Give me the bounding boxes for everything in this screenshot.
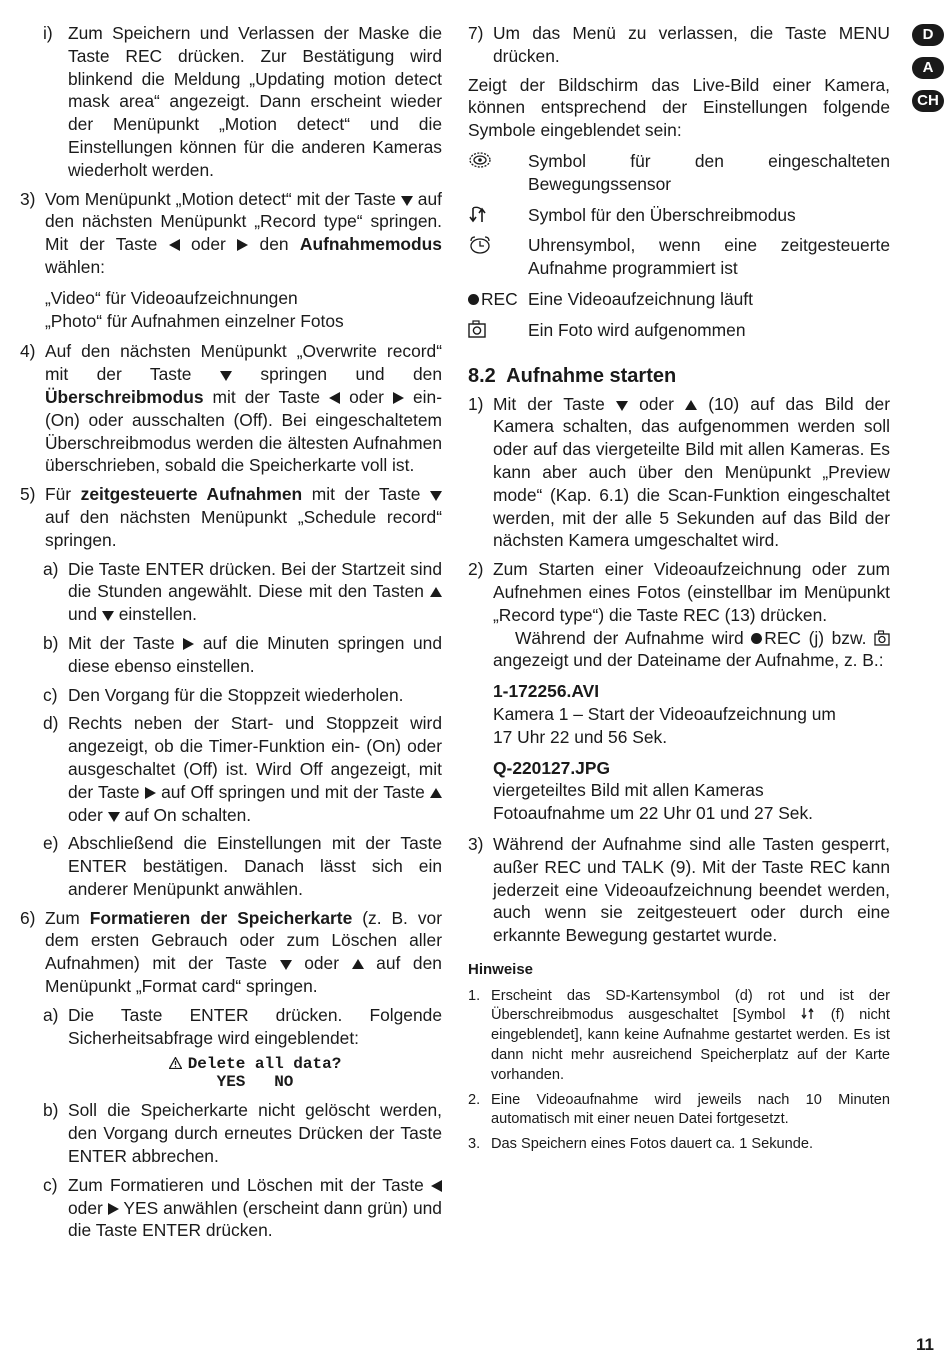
- step-text: Für: [45, 484, 72, 505]
- step-text: Den Vorgang für die Stoppzeit wiederholen.: [68, 684, 404, 705]
- note-num: 2.: [468, 1091, 481, 1108]
- step-text: Zum Formatieren und Löschen mit der Taste: [68, 1174, 424, 1195]
- step-num: 7): [468, 23, 484, 43]
- arrow-up-icon: [430, 788, 442, 799]
- step-num: a): [43, 558, 59, 579]
- rec-dot-icon: [751, 633, 762, 644]
- right-column: [468, 22, 890, 1160]
- step-5b: [20, 632, 442, 678]
- step-4: [20, 340, 442, 477]
- step-num: b): [43, 1100, 59, 1121]
- arrow-down-icon: [616, 400, 628, 411]
- step-text: auf den Menüpunkt „Format card“ springen.: [45, 953, 442, 997]
- arrow-up-icon: [430, 587, 442, 598]
- language-tab-d: D: [912, 24, 944, 46]
- step-text: mit der Taste: [311, 484, 421, 505]
- step-6b: [20, 1099, 442, 1167]
- filename-desc: Kamera 1 – Start der Videoaufzeichnung um: [493, 703, 836, 724]
- symbol-text: Symbol für den Überschreibmodus: [528, 204, 796, 225]
- step-bold: zeitgesteuerte Aufnahmen: [80, 484, 303, 505]
- step-text: ein- (On) oder ausschalten (Off). Bei eingeschaltetem Überschreibmodus werden die ältesten Aufnahmen überschrieben, sobald die Speicherkarte voll ist.: [45, 386, 442, 476]
- step-5d: [20, 712, 442, 826]
- step-bold: Aufnahmemodus: [299, 234, 442, 255]
- step-r3: [468, 833, 890, 947]
- step-text: Zum Starten einer Videoaufzeichnung oder zum Aufnehmen eines Fotos (einstellbar im Menüpunkt „Record type“) die Taste REC (13) drücken.: [493, 559, 890, 625]
- step-text: (z. B. vor dem ersten Gebrauch oder zum Löschen aller Aufnahmen) mit der Taste: [45, 907, 442, 974]
- step-num: 6): [20, 907, 36, 928]
- step-num: c): [43, 684, 58, 705]
- arrow-left-icon: [431, 1180, 442, 1192]
- motion-sensor-icon: [468, 150, 528, 169]
- step-text: Abschließend die Einstellungen mit der Taste ENTER bestätigen. Danach lässt sich ein anderer Menüpunkt anwählen.: [68, 833, 442, 899]
- step-text: Die Taste ENTER drücken. Folgende Sicherheitsabfrage wird eingeblendet:: [68, 1004, 442, 1048]
- step-text: auf die Minuten springen und diese ebenso einstellen.: [68, 632, 442, 676]
- note-3: [468, 1135, 890, 1155]
- step-text: REC (j) bzw.: [764, 627, 867, 648]
- step-5: [20, 483, 442, 551]
- note-text: Das Speichern eines Fotos dauert ca. 1 Sekunde.: [491, 1136, 814, 1153]
- overwrite-icon: [800, 1006, 816, 1021]
- step-text: angezeigt und der Dateiname der Aufnahme, z. B.:: [493, 650, 884, 671]
- step-text: springen und den: [260, 364, 443, 385]
- step-num: 3): [20, 188, 36, 209]
- step-6: [20, 907, 442, 998]
- note-num: 1.: [468, 987, 481, 1004]
- step-text: oder: [68, 804, 103, 825]
- screen-message: [20, 1055, 442, 1091]
- step-text: Während der Aufnahme sind alle Tasten gesperrt, außer REC und TALK (9). Mit der Taste REC kann jederzeit eine Videoaufzeichnung beendet werden, auch wenn sie zeitgesteuert oder durch eine erkannte Bewegung gestartet wurde.: [493, 833, 890, 946]
- step-text: auf den nächsten Menüpunkt „Schedule record“ springen.: [45, 506, 442, 550]
- step-num: i): [43, 23, 53, 43]
- step-text: den: [259, 234, 289, 255]
- step-text: einstellen.: [118, 604, 198, 625]
- step-num: 4): [20, 341, 36, 362]
- note-num: 3.: [468, 1136, 481, 1153]
- language-tab-a: A: [912, 57, 944, 79]
- step-text: Mit der Taste: [68, 632, 175, 653]
- arrow-down-icon: [430, 490, 442, 501]
- camera-icon: [874, 630, 890, 646]
- step-text: mit der Taste: [212, 386, 321, 407]
- step-num: a): [43, 1004, 59, 1025]
- step-text: oder: [349, 386, 384, 407]
- symbols-intro: Zeigt der Bildschirm das Live-Bild einer Kamera, können entsprechend der Einstellungen folgende Symbole eingeblendet sein:: [468, 74, 890, 141]
- note-text: (f) nicht eingeblendet], kann keine Aufnahme gestartet werden. Es ist dann nicht mehr ausreichend Speicherplatz auf der Karte vorhanden.: [491, 1007, 890, 1083]
- filename-desc: 17 Uhr 22 und 56 Sek.: [493, 726, 668, 747]
- arrow-right-icon: [393, 392, 404, 404]
- step-text: wählen:: [45, 256, 105, 277]
- filename-desc: Fotoaufnahme um 22 Uhr 01 und 27 Sek.: [493, 803, 813, 824]
- arrow-left-icon: [169, 239, 180, 251]
- arrow-down-icon: [280, 959, 292, 970]
- step-text: oder: [639, 393, 674, 414]
- warning-icon: [169, 1057, 182, 1069]
- step-text: Die Taste ENTER drücken. Bei der Startzeit sind die Stunden angewählt. Diese mit den Tasten: [68, 558, 442, 602]
- symbol-row-clock: [468, 234, 890, 280]
- recording-info: [468, 627, 890, 673]
- mode-text: „Photo“ für Aufnahmen einzelner Fotos: [45, 310, 344, 331]
- symbol-text: Uhrensymbol, wenn eine zeitgesteuerte Aufnahme programmiert ist: [528, 235, 890, 279]
- rec-dot-icon: [468, 288, 528, 311]
- step-bold: Formatieren der Speicherkarte: [89, 907, 353, 928]
- mode-text: „Video“ für Videoaufzeichnungen: [45, 287, 298, 308]
- arrow-down-icon: [401, 195, 413, 206]
- step-text: Auf den nächsten Menüpunkt „Overwrite record“ mit der Taste: [45, 341, 442, 385]
- step-text: oder: [304, 953, 340, 974]
- step-text: auf On schalten.: [124, 804, 252, 825]
- step-7: [468, 22, 890, 68]
- arrow-down-icon: [108, 811, 120, 822]
- step-num: d): [43, 713, 59, 734]
- step-num: 1): [468, 393, 484, 414]
- step-text: Vom Menüpunkt „Motion detect“ mit der Taste: [45, 188, 396, 209]
- symbol-row-rec: [468, 288, 890, 311]
- step-text: auf Off springen und mit der Taste: [161, 781, 425, 802]
- step-6a: [20, 1004, 442, 1050]
- step-text: (10) auf das Bild der Kamera schalten, das aufgenommen werden soll oder auf das viergeteilte Bild mit allen Kameras. Es kann aber auch über den Menüpunkt „Preview mode“ (Kap. 6.1) die Scan-Funktion eingeschaltet werden, mit der alle 5 Sekunden auf das Bild der nächsten Kamera umgeschaltet wird.: [493, 393, 890, 551]
- arrow-down-icon: [220, 370, 232, 381]
- note-2: [468, 1091, 890, 1131]
- filename: Q-220127.JPG: [493, 757, 610, 778]
- alarm-clock-icon: [468, 234, 528, 255]
- step-text: Zum Speichern und Verlassen der Maske die Taste REC drücken. Zur Bestätigung wird blinkend die Meldung „Updating motion detect mask area“ angezeigt. Dann erscheint wieder der Menüpunkt „Motion detect“ und die Einstellungen können für die anderen Kameras wiederholt werden.: [68, 23, 442, 180]
- arrow-right-icon: [237, 239, 248, 251]
- note-text: Eine Videoaufnahme wird jeweils nach 10 Minuten automatisch mit einer neuen Datei fortgesetzt.: [491, 1091, 890, 1128]
- arrow-up-icon: [685, 400, 697, 411]
- rec-label: REC: [481, 288, 518, 309]
- step-text: Rechts neben der Start- und Stoppzeit wird angezeigt, ob die Timer-Funktion ein- (On) oder ausgeschaltet (Off) ist. Wird Off angezeigt, mit der Taste: [68, 713, 442, 802]
- camera-icon: [468, 319, 528, 338]
- step-num: e): [43, 833, 59, 854]
- notes-title: Hinweise: [468, 960, 534, 978]
- note-text: Erscheint das SD-Kartensymbol (d) rot und ist der Überschreibmodus ausgeschaltet [Symbol: [491, 987, 890, 1024]
- filename: 1-172256.AVI: [493, 681, 600, 702]
- step-text: Um das Menü zu verlassen, die Taste MENU drücken.: [493, 23, 890, 66]
- step-3: [20, 188, 442, 279]
- step-5e: [20, 832, 442, 900]
- step-text: oder: [191, 234, 226, 255]
- arrow-left-icon: [329, 392, 340, 404]
- step-text: und: [68, 604, 98, 625]
- page-number: 11: [916, 1335, 934, 1354]
- step-r2: [468, 558, 890, 626]
- arrow-right-icon: [108, 1203, 119, 1215]
- step-num: c): [43, 1174, 58, 1195]
- note-1: [468, 987, 890, 1086]
- arrow-right-icon: [183, 638, 194, 650]
- step-num: 2): [468, 559, 484, 580]
- step-5c: [20, 684, 442, 707]
- section-heading: 8.2 Aufnahme starten: [468, 364, 677, 387]
- step-text: auf den nächsten Menüpunkt „Record type“ springen. Mit der Taste: [45, 188, 442, 255]
- filename-desc: viergeteiltes Bild mit allen Kameras: [493, 780, 764, 801]
- step-text: Mit der Taste: [493, 393, 605, 414]
- step-text: YES anwählen (erscheint dann grün) und die Taste ENTER drücken.: [68, 1197, 442, 1241]
- symbol-row-motion: [468, 150, 890, 196]
- yes-no-options: YES NO: [216, 1073, 294, 1092]
- step-i: [20, 22, 442, 182]
- step-r1: [468, 393, 890, 553]
- step-num: 3): [468, 833, 484, 854]
- symbol-row-overwrite: [468, 204, 890, 227]
- symbol-text: Ein Foto wird aufgenommen: [528, 319, 746, 340]
- language-tab-ch: CH: [912, 90, 944, 112]
- symbol-text: Symbol für den eingeschalteten Bewegungssensor: [528, 150, 890, 194]
- arrow-up-icon: [352, 959, 364, 970]
- overwrite-icon: [468, 204, 528, 225]
- step-6c: [20, 1174, 442, 1242]
- symbol-row-photo: [468, 319, 890, 342]
- example-jpg: [468, 757, 890, 825]
- step-text: oder: [68, 1197, 103, 1218]
- arrow-down-icon: [102, 610, 114, 621]
- step-text: Während der Aufnahme wird: [515, 627, 744, 648]
- step-bold: Überschreibmodus: [45, 386, 204, 407]
- step-text: Soll die Speicherkarte nicht gelöscht werden, den Vorgang durch erneutes Drücken der Taste ENTER abbrechen.: [68, 1100, 442, 1167]
- delete-prompt: [68, 1055, 442, 1073]
- step-num: 5): [20, 484, 36, 505]
- example-avi: [468, 680, 890, 748]
- symbol-text: Eine Videoaufzeichnung läuft: [528, 288, 753, 309]
- step-text: Zum: [45, 907, 80, 928]
- left-column: [20, 22, 442, 1248]
- step-num: b): [43, 632, 59, 653]
- step-5a: [20, 558, 442, 626]
- arrow-right-icon: [145, 787, 156, 799]
- mode-photo: [20, 310, 442, 333]
- mode-video: [20, 287, 442, 310]
- delete-prompt-text: Delete all data?: [187, 1055, 342, 1074]
